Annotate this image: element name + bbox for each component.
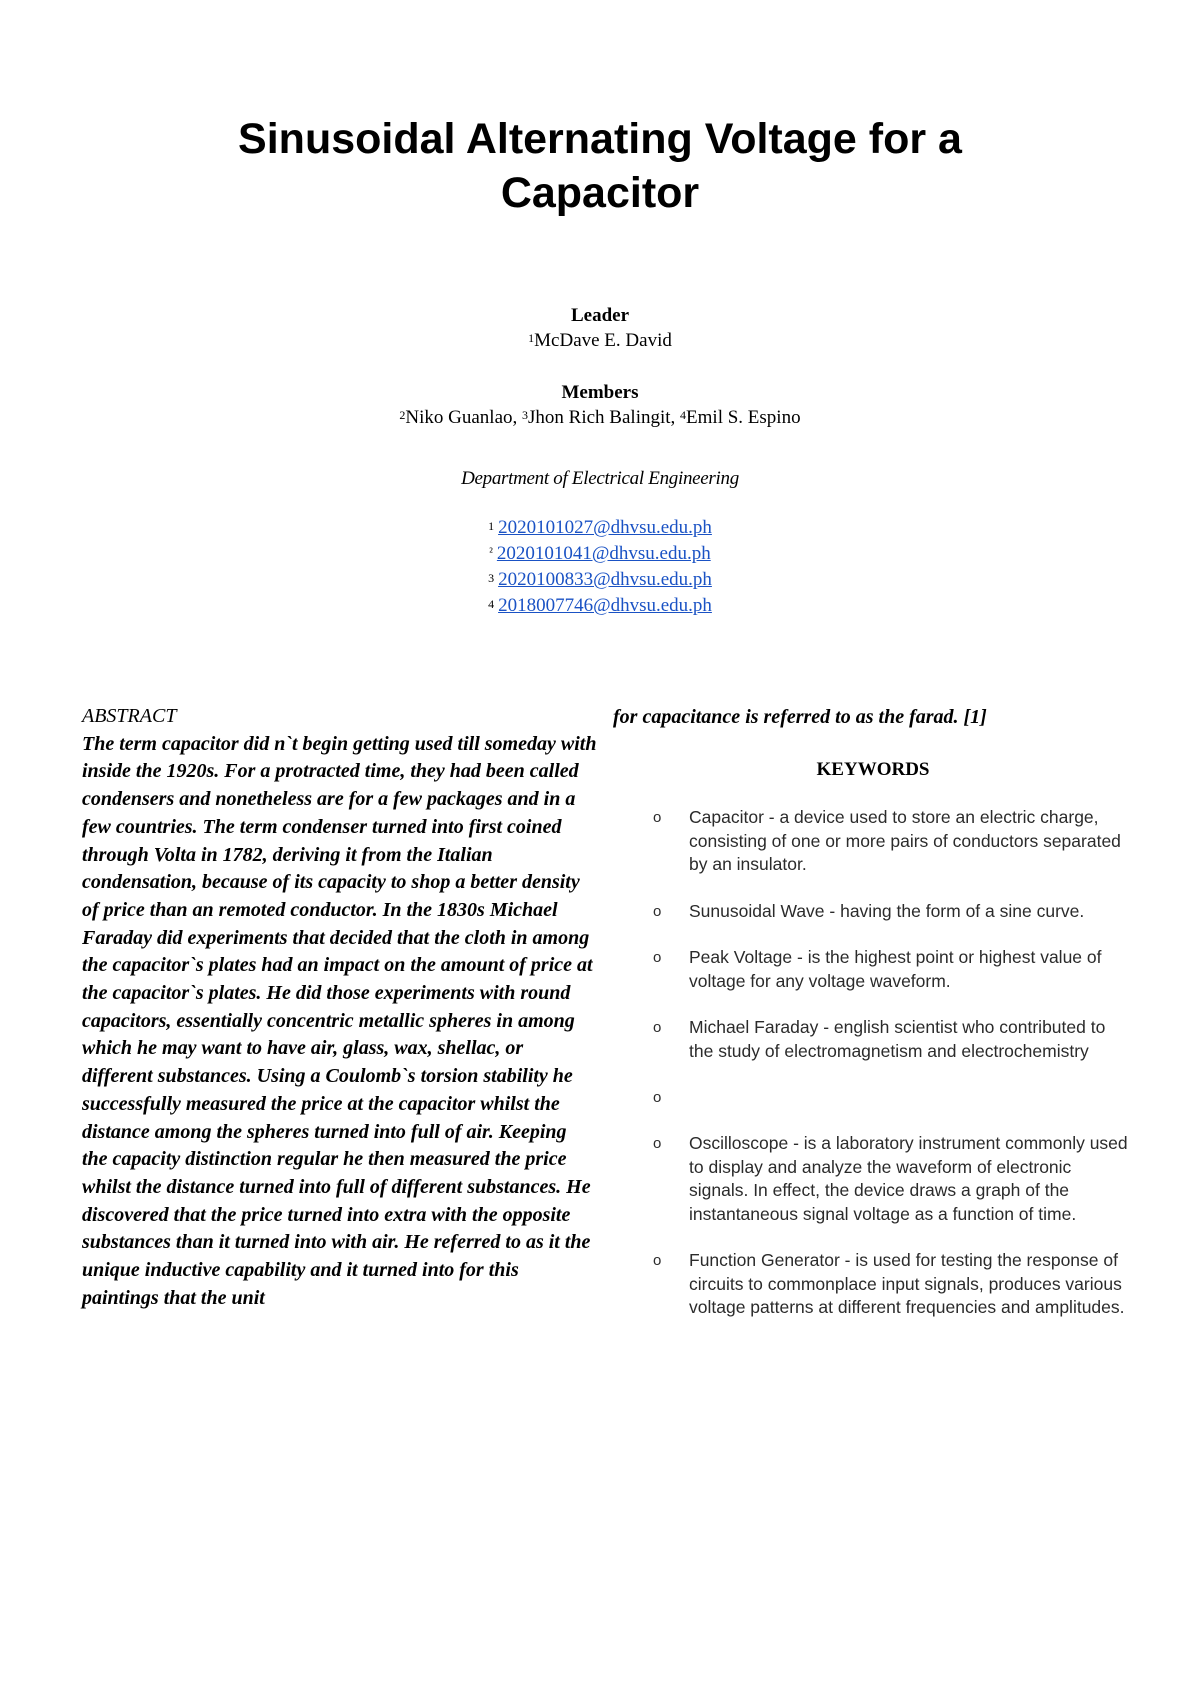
email-number: 4 <box>488 597 495 611</box>
author-number: 2 <box>399 408 406 422</box>
keyword-item <box>613 1249 1133 1320</box>
author-number: 3 <box>522 408 529 422</box>
bullet-icon: o <box>653 1089 662 1106</box>
keywords-list <box>613 806 1133 1320</box>
email-number: 3 <box>488 571 495 585</box>
author-name: Emil S. Espino <box>686 407 801 428</box>
keyword-item <box>613 1132 1133 1226</box>
email-row <box>0 515 1200 541</box>
email-link[interactable]: 2020101027@dhvsu.edu.ph <box>498 517 712 538</box>
keyword-item <box>613 1016 1133 1063</box>
leader-label: Leader <box>570 305 630 326</box>
title-line-1: Sinusoidal Alternating Voltage for a <box>238 115 962 163</box>
bullet-icon: o <box>653 949 662 966</box>
author-name: Jhon Rich Balingit, <box>528 407 681 428</box>
email-number: 1 <box>488 519 495 533</box>
email-row <box>0 541 1200 567</box>
keyword-text: Peak Voltage - is the highest point or highest value of voltage for any voltage waveform. <box>689 947 1102 991</box>
email-link[interactable]: 2020100833@dhvsu.edu.ph <box>498 569 712 590</box>
author-number: 1 <box>528 331 535 345</box>
bullet-icon: o <box>653 1135 662 1152</box>
bullet-icon: o <box>653 902 662 920</box>
bullet-icon: o <box>653 809 662 826</box>
bullet-icon: o <box>653 1252 662 1269</box>
paper-title <box>0 112 1200 220</box>
author-number: 4 <box>680 408 687 422</box>
abstract-label: ABSTRACT <box>82 705 177 727</box>
right-column <box>613 703 1133 1343</box>
email-row <box>0 567 1200 593</box>
abstract-text: The term capacitor did n`t begin getting used till someday with inside the 1920s. For a protracted time, they had been called condensers and nonetheless are for a few packages and in a few countries. The term condenser turned into first coined through Volta in 1782, deriving it from the Italian condensation, because of its capacity to shop a better density of price than an remoted conductor. In the 1830s Michael Faraday did experiments that decided that the cloth in among the capacitor`s plates had an impact on the amount of price at the capacitor`s plates. He did those experiments with round capacitors, essentially concentric metallic spheres in among which he may want to have air, glass, wax, shellac, or different substances. Using a Coulomb`s torsion stability he successfully measured the price at the capacitor whilst the distance among the spheres turned into full of air. Keeping the capacity distinction regular he then measured the price whilst the distance turned into full of different substances. He discovered that the price turned into extra with the opposite substances than it turned into with air. He referred to as it the unique inductive capability and it turned into for this paintings that the unit <box>82 732 597 1309</box>
keyword-text: Capacitor - a device used to store an electric charge, consisting of one or more pairs of conductors separated by an insulator. <box>689 807 1121 874</box>
keyword-item <box>613 946 1133 993</box>
email-row <box>0 593 1200 619</box>
bullet-icon: o <box>653 1019 662 1036</box>
email-link[interactable]: 2018007746@dhvsu.edu.ph <box>498 595 712 616</box>
keyword-item <box>613 900 1133 924</box>
email-link[interactable]: 2020101041@dhvsu.edu.ph <box>496 543 711 564</box>
abstract-section <box>82 703 597 1312</box>
keyword-item-empty <box>613 1086 1133 1109</box>
keywords-heading: KEYWORDS <box>816 759 930 780</box>
member-names <box>0 405 1200 430</box>
author-block <box>0 303 1200 619</box>
keyword-text: Oscilloscope - is a laboratory instrument commonly used to display and analyze the waveform of electronic signals. In effect, the device draws a graph of the instantaneous signal voltage as a function of time. <box>689 1133 1128 1224</box>
email-list <box>0 515 1200 619</box>
email-number: ² <box>489 545 493 559</box>
keyword-text: Sunusoidal Wave - having the form of a sine curve. <box>689 900 1085 921</box>
members-label: Members <box>561 382 639 403</box>
keyword-text: Michael Faraday - english scientist who contributed to the study of electromagnetism and electrochemistry <box>689 1017 1106 1061</box>
leader-name <box>0 328 1200 353</box>
author-name: McDave E. David <box>534 330 672 351</box>
department: Department of Electrical Engineering <box>461 468 739 489</box>
keyword-text: Function Generator - is used for testing the response of circuits to commonplace input signals, produces various voltage patterns at different frequencies and amplitudes. <box>689 1250 1125 1317</box>
abstract-continuation: for capacitance is referred to as the farad. [1] <box>613 706 987 728</box>
title-line-2: Capacitor <box>500 169 700 217</box>
author-name: Niko Guanlao, <box>405 407 523 428</box>
keyword-item <box>613 806 1133 877</box>
